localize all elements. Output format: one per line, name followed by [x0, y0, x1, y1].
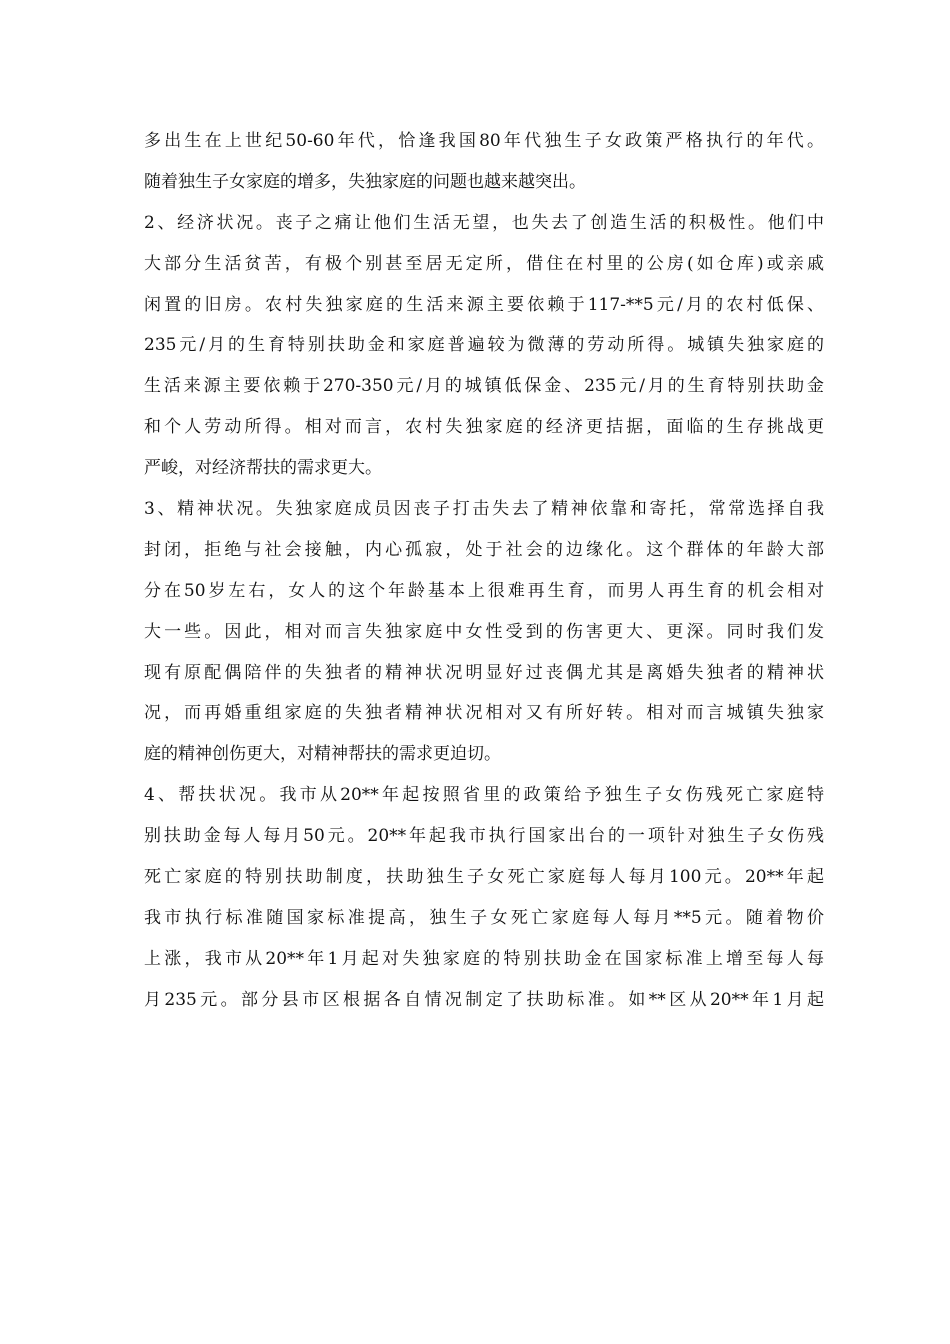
text-line: 月235元。部分县市区根据各自情况制定了扶助标准。如**区从20**年1月起 [144, 989, 824, 1010]
text-line: 4、帮扶状况。我市从20**年起按照省里的政策给予独生子女伤残死亡家庭特 [144, 785, 824, 806]
text-line: 死亡家庭的特别扶助制度，扶助独生子女死亡家庭每人每月100元。20**年起 [144, 867, 824, 888]
text-line: 分在50岁左右，女人的这个年龄基本上很难再生育，而男人再生育的机会相对 [144, 580, 824, 601]
text-line: 闲置的旧房。农村失独家庭的生活来源主要依赖于117-**5元/月的农村低保、 [144, 294, 824, 315]
text-line: 上涨，我市从20**年1月起对失独家庭的特别扶助金在国家标准上增至每人每 [144, 948, 824, 969]
text-line: 和个人劳动所得。相对而言，农村失独家庭的经济更拮据，面临的生存挑战更 [144, 417, 824, 438]
text-line: 庭的精神创伤更大，对精神帮扶的需求更迫切。 [144, 744, 501, 765]
text-line: 况，而再婚重组家庭的失独者精神状况相对又有所好转。相对而言城镇失独家 [144, 703, 824, 724]
document-body [144, 121, 824, 1021]
text-line: 大一些。因此，相对而言失独家庭中女性受到的伤害更大、更深。同时我们发 [144, 621, 824, 642]
text-line: 我市执行标准随国家标准提高，独生子女死亡家庭每人每月**5元。随着物价 [144, 907, 824, 928]
text-line: 2、经济状况。丧子之痛让他们生活无望，也失去了创造生活的积极性。他们中 [144, 212, 824, 233]
text-line: 严峻，对经济帮扶的需求更大。 [144, 458, 382, 479]
text-line: 3、精神状况。失独家庭成员因丧子打击失去了精神依靠和寄托，常常选择自我 [144, 499, 824, 520]
text-line: 多出生在上世纪50-60年代，恰逢我国80年代独生子女政策严格执行的年代。 [144, 131, 824, 151]
text-line: 大部分生活贫苦，有极个别甚至居无定所，借住在村里的公房(如仓库)或亲戚 [144, 253, 824, 274]
text-line: 现有原配偶陪伴的失独者的精神状况明显好过丧偶尤其是离婚失独者的精神状 [144, 662, 824, 683]
text-line: 封闭，拒绝与社会接触，内心孤寂，处于社会的边缘化。这个群体的年龄大部 [144, 539, 824, 560]
text-line: 生活来源主要依赖于270-350元/月的城镇低保金、235元/月的生育特别扶助金 [144, 376, 824, 397]
text-line: 235元/月的生育特别扶助金和家庭普遍较为微薄的劳动所得。城镇失独家庭的 [144, 335, 824, 356]
text-line: 随着独生子女家庭的增多，失独家庭的问题也越来越突出。 [144, 171, 586, 192]
text-line: 别扶助金每人每月50元。20**年起我市执行国家出台的一项针对独生子女伤残 [144, 826, 824, 847]
